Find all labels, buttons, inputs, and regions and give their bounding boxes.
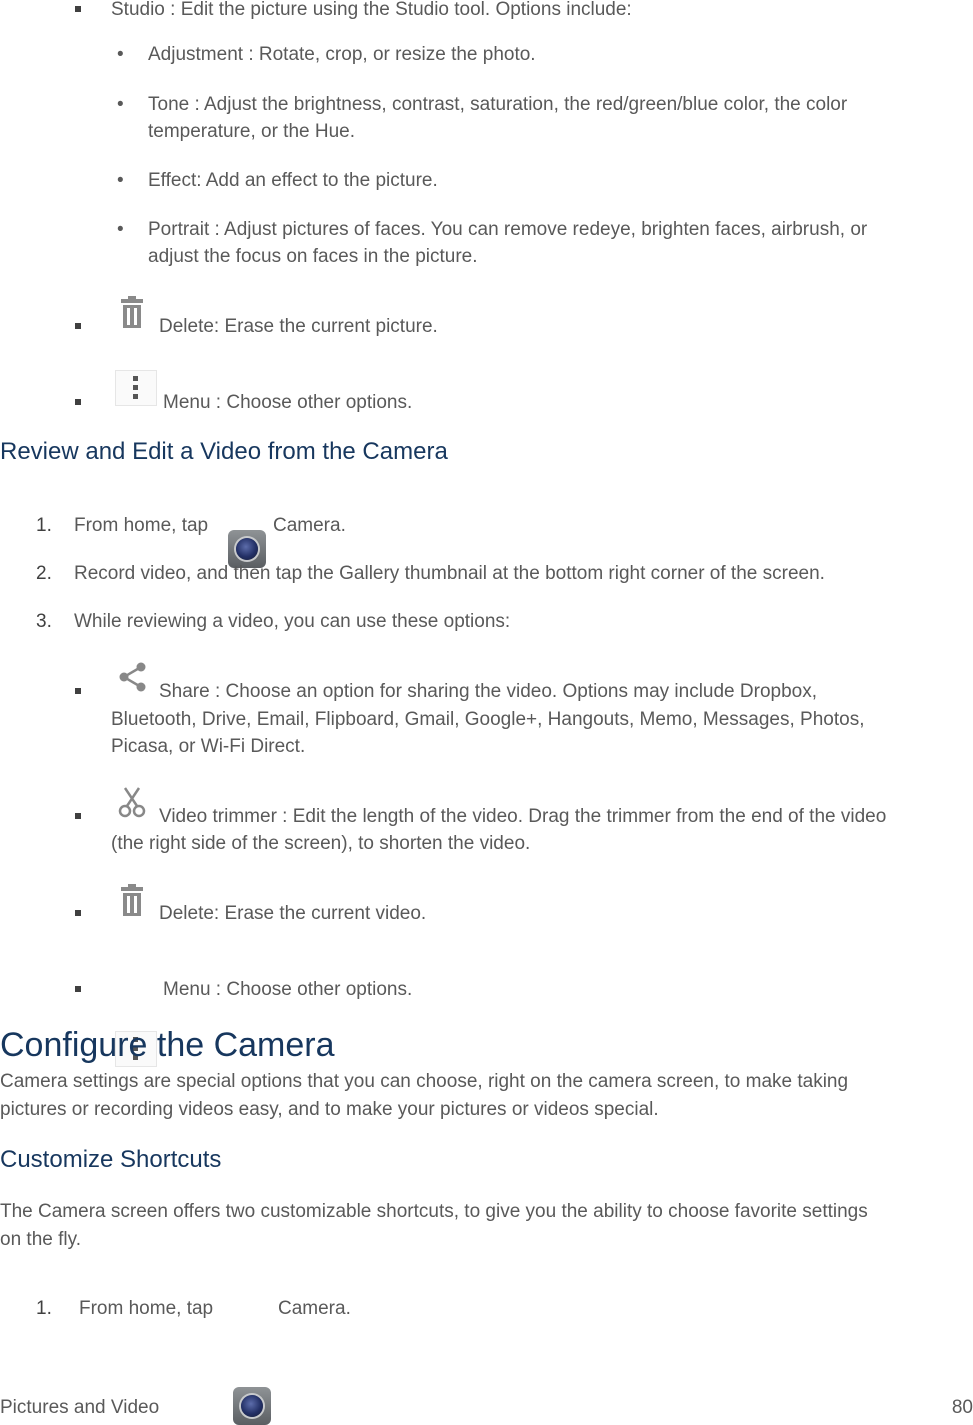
shortcuts-heading: Customize Shortcuts	[0, 1146, 222, 1173]
bullet-dot: •	[117, 94, 124, 115]
studio-option-tone-cont: temperature, or the Hue.	[148, 121, 355, 142]
studio-option-adjustment: Adjustment : Rotate, crop, or resize the photo.	[148, 44, 536, 65]
video-delete-text: Delete: Erase the current video.	[159, 903, 427, 924]
studio-option-portrait: Portrait : Adjust pictures of faces. You can remove redeye, brighten faces, airbrush, or	[148, 219, 868, 240]
step-number: 1.	[36, 515, 52, 536]
bullet-square	[75, 323, 81, 329]
step-number: 3.	[36, 611, 52, 632]
bullet-dot: •	[117, 219, 124, 240]
shortcuts-intro-2: on the fly.	[0, 1229, 81, 1250]
photo-menu-text: Menu : Choose other options.	[163, 392, 413, 413]
configure-intro-2: pictures or recording videos easy, and to make your pictures or videos special.	[0, 1099, 659, 1120]
step-1-pre: From home, tap	[74, 515, 209, 536]
shortcut-step-1-post: Camera.	[278, 1298, 351, 1319]
overflow-menu-icon	[115, 370, 157, 406]
trash-icon	[117, 884, 147, 923]
trash-icon	[117, 296, 147, 335]
trimmer-text-2: (the right side of the screen), to shorten the video.	[111, 833, 531, 854]
video-menu-text: Menu : Choose other options.	[163, 979, 413, 1000]
shortcut-step-1-pre: From home, tap	[79, 1298, 214, 1319]
bullet-dot: •	[117, 170, 124, 191]
studio-option-effect: Effect: Add an effect to the picture.	[148, 170, 438, 191]
bullet-square	[75, 986, 81, 992]
photo-delete-text: Delete: Erase the current picture.	[159, 316, 438, 337]
bullet-dot: •	[117, 44, 124, 65]
step-2-text: Record video, and then tap the Gallery thumbnail at the bottom right corner of the screen.	[74, 563, 825, 584]
shortcuts-intro-1: The Camera screen offers two customizable shortcuts, to give you the ability to choose favorite settings	[0, 1201, 868, 1222]
share-text-2: Bluetooth, Drive, Email, Flipboard, Gmail, Google+, Hangouts, Memo, Messages, Photos,	[111, 709, 865, 730]
step-3-text: While reviewing a video, you can use these options:	[74, 611, 511, 632]
bullet-square	[75, 399, 81, 405]
bullet-square	[75, 813, 81, 819]
footer-section-title: Pictures and Video	[0, 1397, 160, 1418]
share-text-1: Share : Choose an option for sharing the video. Options may include Dropbox,	[159, 681, 817, 702]
camera-app-icon	[233, 1387, 271, 1425]
studio-text: Studio : Edit the picture using the Studio tool. Options include:	[111, 0, 632, 20]
bullet-square	[75, 910, 81, 916]
video-section-heading: Review and Edit a Video from the Camera	[0, 438, 448, 465]
studio-option-portrait-cont: adjust the focus on faces in the picture.	[148, 246, 478, 267]
configure-intro-1: Camera settings are special options that you can choose, right on the camera screen, to make taking	[0, 1071, 849, 1092]
step-number: 1.	[36, 1298, 52, 1319]
configure-heading: Configure the Camera	[0, 1026, 335, 1064]
bullet-square	[75, 6, 81, 12]
step-1-post: Camera.	[273, 515, 346, 536]
step-number: 2.	[36, 563, 52, 584]
share-icon	[117, 662, 149, 697]
bullet-square	[75, 688, 81, 694]
footer-page-number: 80	[951, 1397, 973, 1418]
scissors-icon	[117, 786, 147, 823]
trimmer-text-1: Video trimmer : Edit the length of the video. Drag the trimmer from the end of the video	[159, 806, 887, 827]
share-text-3: Picasa, or Wi-Fi Direct.	[111, 736, 306, 757]
studio-option-tone: Tone : Adjust the brightness, contrast, saturation, the red/green/blue color, the color	[148, 94, 848, 115]
